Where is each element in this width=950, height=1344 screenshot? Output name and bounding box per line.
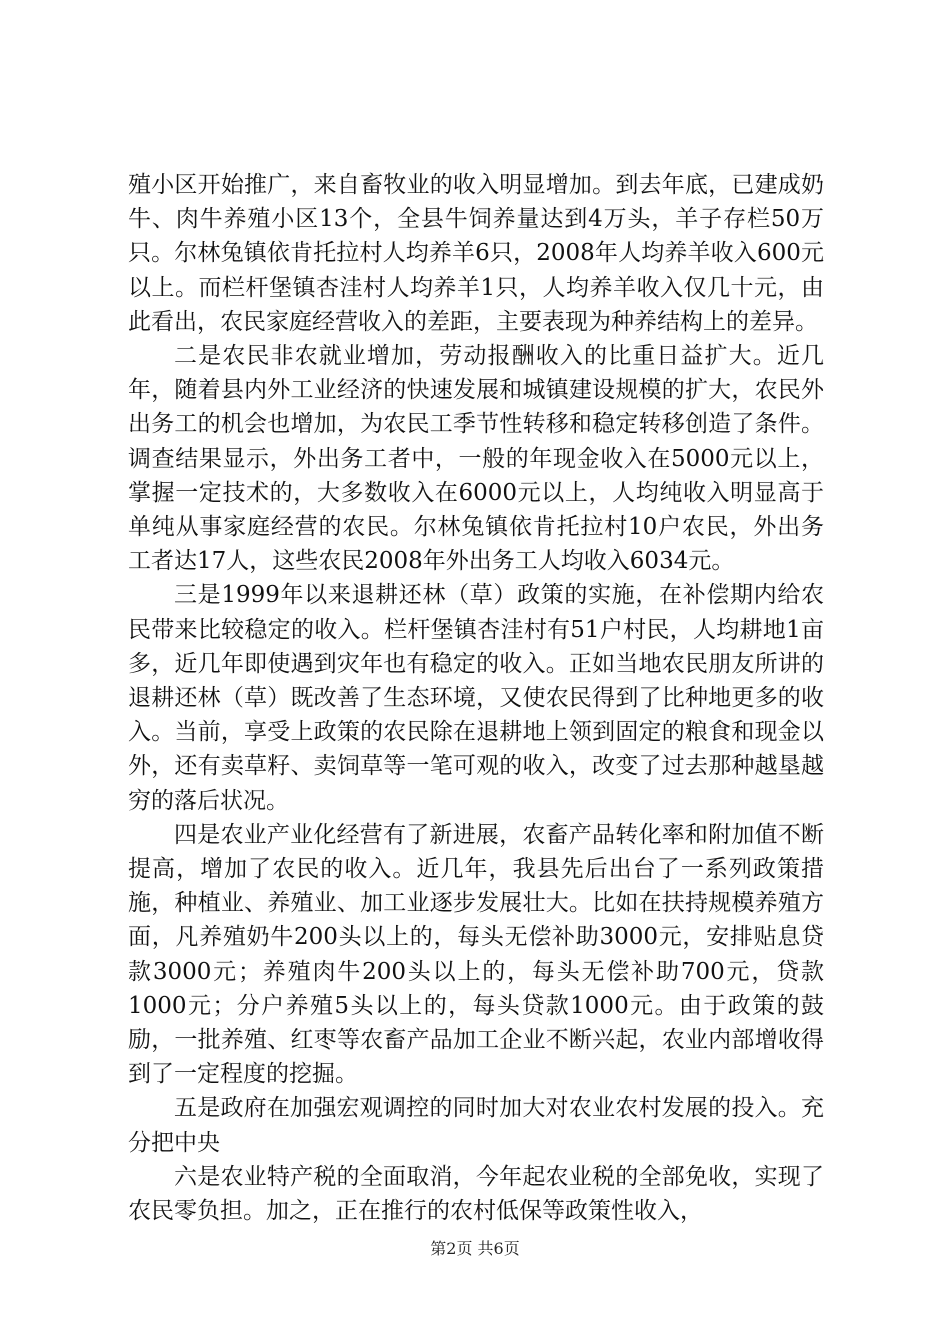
- paragraph-1: 殖小区开始推广，来自畜牧业的收入明显增加。到去年底，已建成奶牛、肉牛养殖小区13个，全县牛饲养量达到4万头，羊子存栏50万只。尔林兔镇依肯托拉村人均养羊6只，2008年人均养羊收入600元以上。而栏杆堡镇杏洼村人均养羊1只，人均养羊收入仅几十元，由此看出，农民家庭经营收入的差距，主要表现为种养结构上的差异。: [128, 172, 824, 335]
- paragraph-5: 五是政府在加强宏观调控的同时加大对农业农村发展的投入。充分把中央: [128, 1095, 824, 1156]
- paragraph-6: 六是农业特产税的全面取消，今年起农业税的全部免收，实现了农民零负担。加之，正在推行的农村低保等政策性收入，: [128, 1163, 824, 1225]
- paragraph-2: 二是农民非农就业增加，劳动报酬收入的比重日益扩大。近几年，随着县内外工业经济的快速发展和城镇建设规模的扩大，农民外出务工的机会也增加，为农民工季节性转移和稳定转移创造了条件。调查结果显示，外出务工者中，一般的年现金收入在5000元以上，掌握一定技术的，大多数收入在6000元以上，人均纯收入明显高于单纯从事家庭经营的农民。尔林兔镇依肯托拉村10户农民，外出务工者达17人，这些农民2008年外出务工人均收入6034元。: [128, 343, 824, 575]
- page-number-footer: 第2页 共6页: [430, 1239, 520, 1258]
- document-body: [128, 168, 824, 1228]
- paragraph-4: 四是农业产业化经营有了新进展，农畜产品转化率和附加值不断提高，增加了农民的收入。近几年，我县先后出台了一系列政策措施，种植业、养殖业、加工业逐步发展壮大。比如在扶持规模养殖方面，凡养殖奶牛200头以上的，每头无偿补助3000元，安排贴息贷款3000元；养殖肉牛200头以上的，每头无偿补助700元，贷款1000元；分户养殖5头以上的，每头贷款1000元。由于政策的鼓励，一批养殖、红枣等农畜产品加工企业不断兴起，农业内部增收得到了一定程度的挖掘。: [128, 821, 824, 1088]
- paragraph-3: 三是1999年以来退耕还林（草）政策的实施，在补偿期内给农民带来比较稳定的收入。栏杆堡镇杏洼村有51户村民，人均耕地1亩多，近几年即使遇到灾年也有稳定的收入。正如当地农民朋友所讲的退耕还林（草）既改善了生态环境，又使农民得到了比种地更多的收入。当前，享受上政策的农民除在退耕地上领到固定的粮食和现金以外，还有卖草籽、卖饲草等一笔可观的收入，改变了过去那种越垦越穷的落后状况。: [128, 582, 824, 814]
